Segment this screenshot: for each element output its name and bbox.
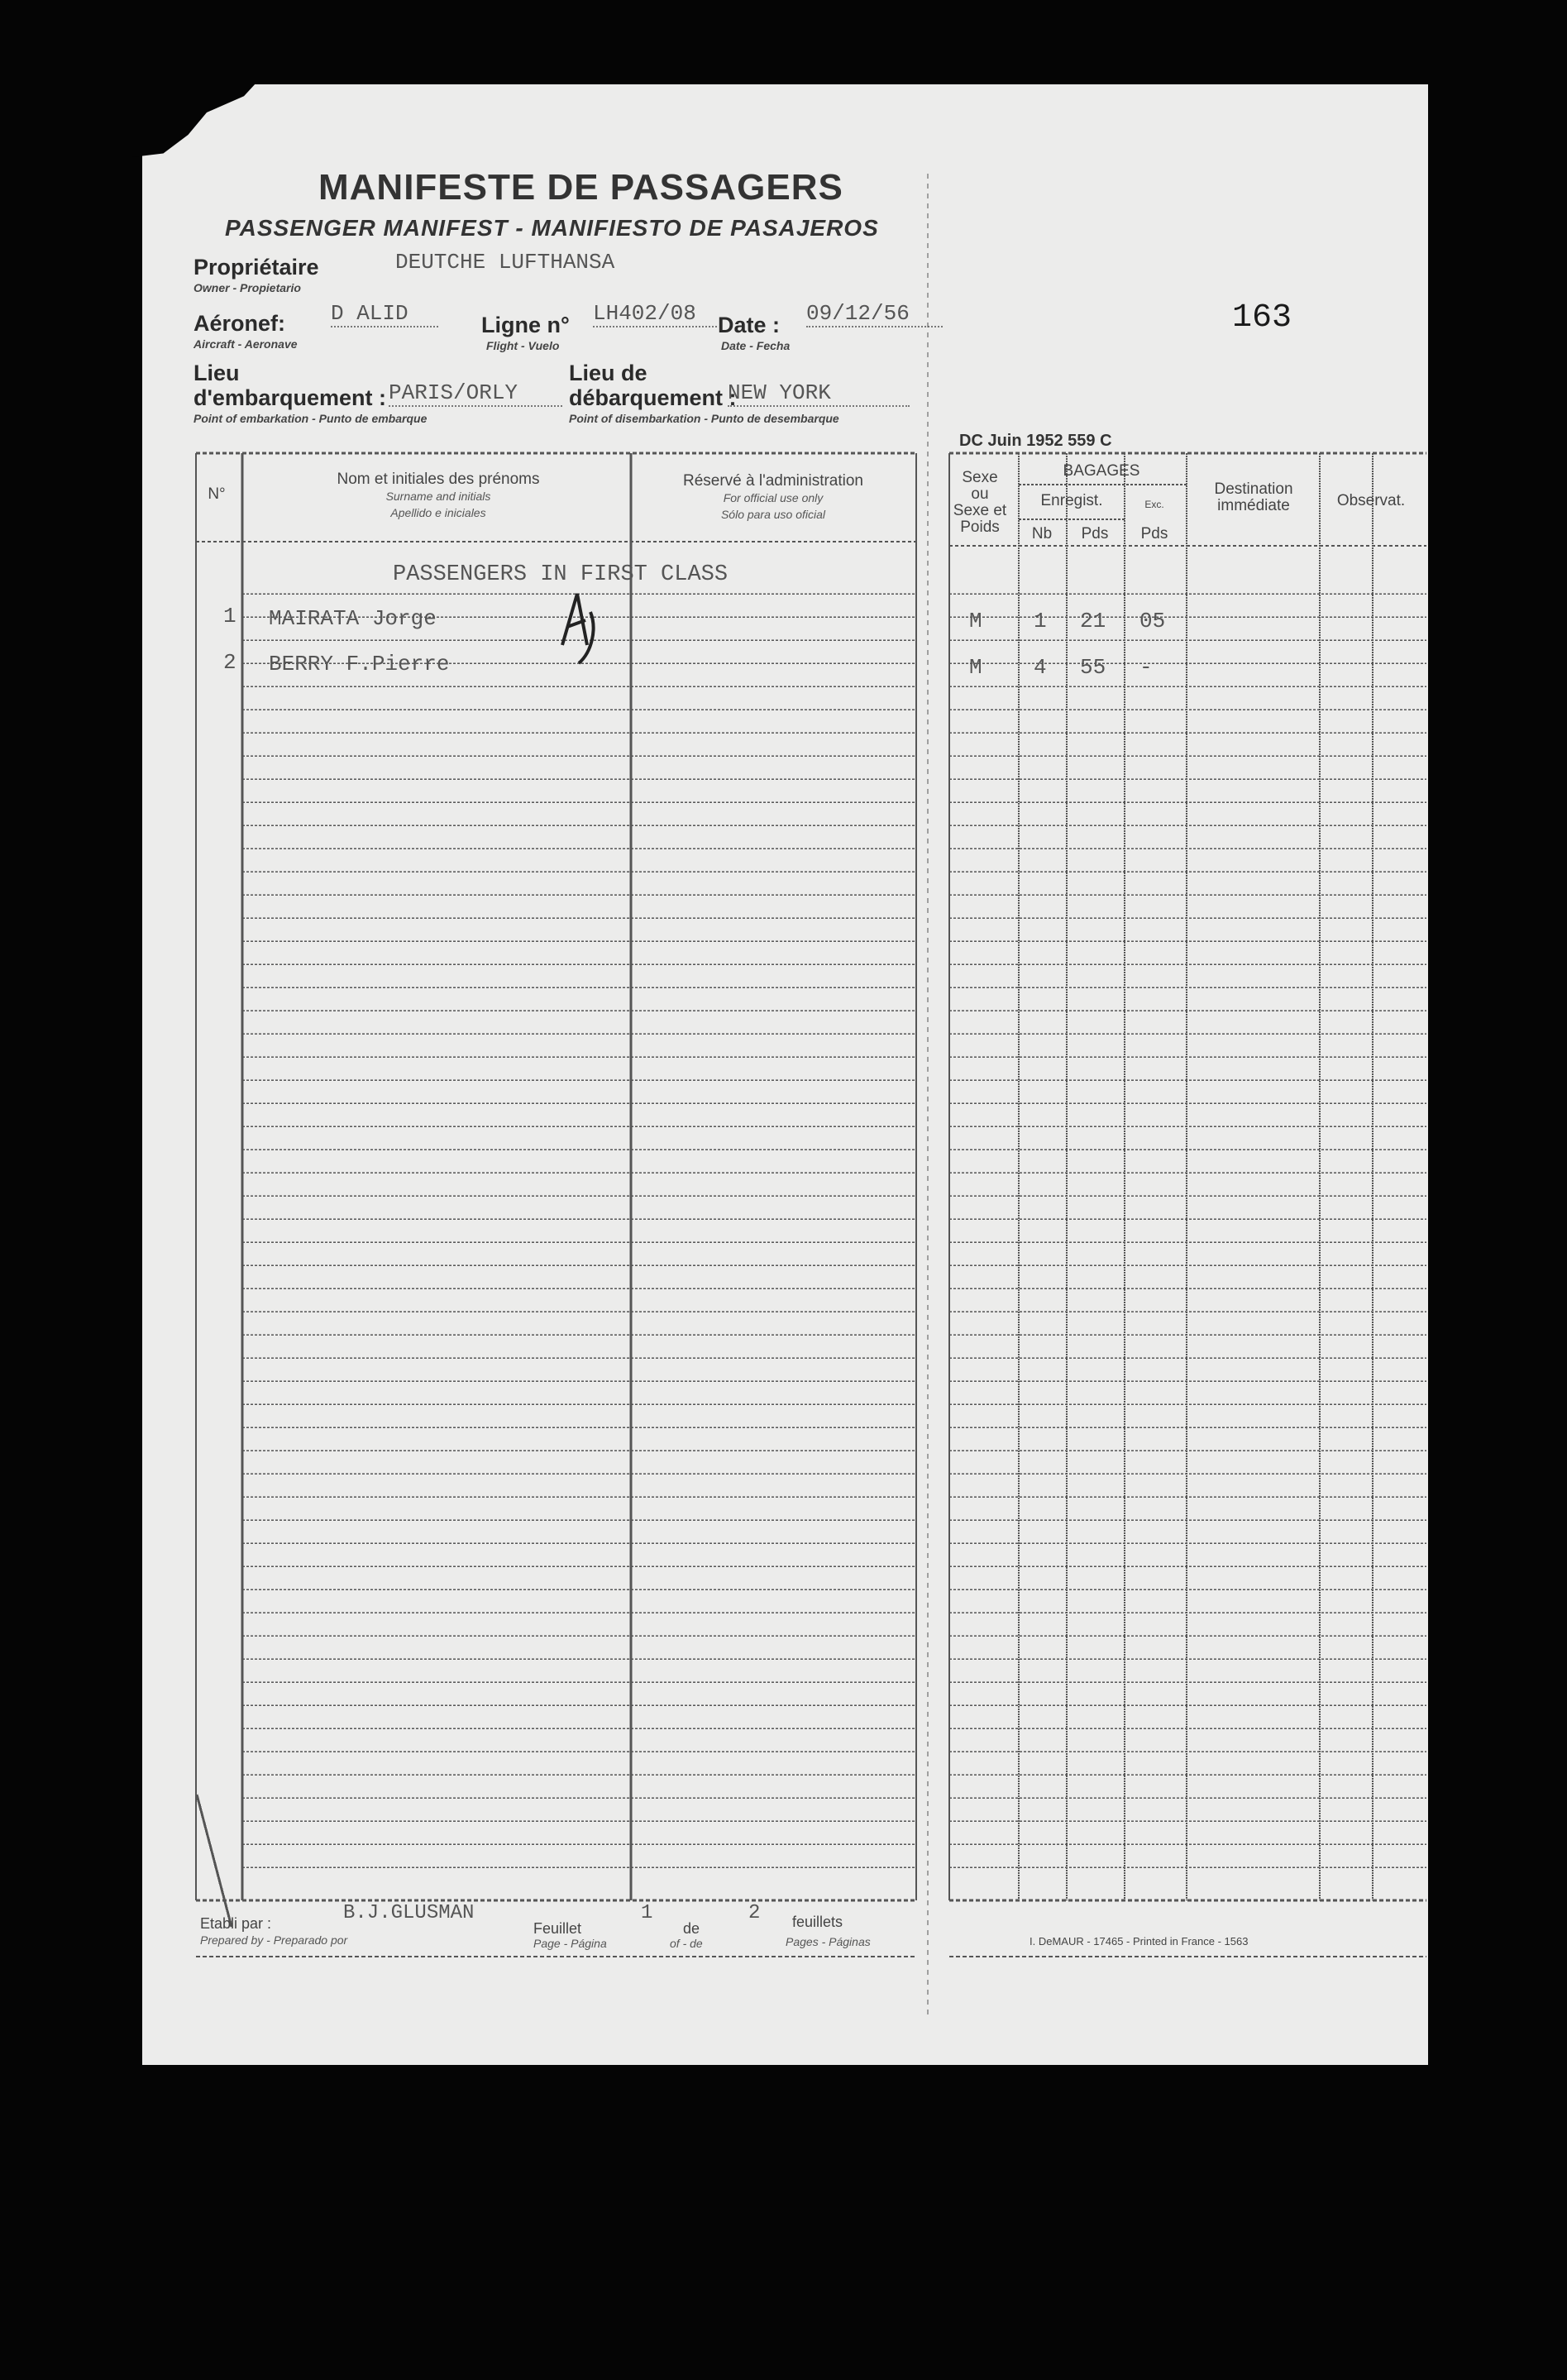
header-sex-4: Poids — [960, 519, 1000, 536]
passenger-1-sex: M — [969, 609, 982, 633]
owner-sub: Owner - Propietario — [193, 281, 301, 294]
owner-value: DEUTCHE LUFTHANSA — [395, 250, 615, 275]
header-destination-1: Destination — [1214, 480, 1293, 498]
passenger-2-no: 2 — [223, 650, 236, 675]
flight-label: Ligne n° — [481, 313, 570, 337]
header-nb: Nb — [1031, 525, 1053, 542]
header-pds-excess: Pds — [1140, 525, 1168, 542]
header-name-fr: Nom et initiales des prénoms — [337, 471, 540, 488]
manifest-title: MANIFESTE DE PASSAGERS — [318, 167, 843, 208]
sheet-label: Feuillet — [533, 1920, 582, 1937]
embark-value: PARIS/ORLY — [389, 380, 562, 407]
passenger-2-excess: - — [1139, 655, 1153, 680]
disembark-label-2: débarquement : — [569, 385, 737, 410]
header-excess: Exc. — [1144, 499, 1164, 510]
printer-line: I. DeMAUR - 17465 - Printed in France - 1563 — [1030, 1935, 1249, 1947]
of-sub: of - de — [670, 1937, 703, 1950]
sheets-sub: Pages - Páginas — [786, 1935, 871, 1948]
section-label: PASSENGERS IN FIRST CLASS — [393, 562, 729, 587]
date-label: Date : — [718, 313, 781, 337]
disembark-label-1: Lieu de — [569, 361, 647, 385]
passenger-1-nb: 1 — [1034, 609, 1047, 633]
header-name-es: Apellido e iniciales — [390, 506, 486, 519]
passenger-2-nb: 4 — [1034, 655, 1047, 680]
aircraft-sub: Aircraft - Aeronave — [193, 337, 298, 351]
flight-sub: Flight - Vuelo — [486, 339, 560, 352]
header-destination — [1189, 481, 1318, 514]
embark-sub: Point of embarkation - Punto de embarque — [193, 412, 428, 425]
page-number: 163 — [1232, 299, 1292, 337]
sheet-sub: Page - Página — [533, 1937, 607, 1950]
header-registered: Enregist. — [1040, 492, 1103, 509]
of-label: de — [683, 1920, 700, 1937]
date-value: 09/12/56 — [806, 301, 943, 327]
sheet-value: 1 — [641, 1902, 653, 1924]
of-value: 2 — [748, 1902, 761, 1924]
prepared-sub: Prepared by - Preparado por — [200, 1933, 348, 1947]
header-baggage: BAGAGES — [1063, 462, 1140, 480]
passenger-1-name: MAIRATA Jorge — [269, 606, 437, 631]
header-name-en: Surname and initials — [385, 490, 491, 503]
header-sex-1: Sexe — [962, 469, 998, 486]
form-code: DC Juin 1952 559 C — [959, 432, 1112, 450]
disembark-value: NEW YORK — [728, 380, 910, 407]
header-reserved-en: For official use only — [723, 491, 824, 504]
embark-label-1: Lieu — [193, 361, 240, 385]
header-obs: Observat. — [1336, 492, 1406, 509]
handwritten-mark-icon — [554, 587, 604, 670]
sheets-label: feuillets — [792, 1914, 843, 1930]
prepared-label: Etabli par : — [200, 1915, 272, 1932]
header-reserved — [637, 473, 910, 523]
passenger-2-name: BERRY F.Pierre — [269, 652, 450, 676]
header-pds: Pds — [1081, 525, 1109, 542]
owner-label: Propriétaire — [193, 255, 319, 280]
flight-value: LH402/08 — [593, 301, 717, 327]
aircraft-label: Aéronef: — [193, 311, 286, 336]
passenger-2-pds: 55 — [1080, 655, 1106, 680]
header-sex-2: ou — [971, 485, 989, 503]
passenger-1-pds: 21 — [1080, 609, 1106, 633]
disembark-sub: Point of disembarkation - Punto de desembarque — [569, 412, 839, 425]
grid-line — [197, 1795, 232, 1927]
header-sex-3: Sexe et — [953, 502, 1007, 519]
header-reserved-fr: Réservé à l'administration — [683, 472, 863, 490]
header-no: N° — [208, 485, 226, 503]
passenger-1-no: 1 — [223, 604, 236, 628]
manifest-subtitle: PASSENGER MANIFEST - MANIFIESTO DE PASAJEROS — [225, 215, 879, 241]
header-destination-2: immédiate — [1217, 497, 1290, 514]
header-name — [248, 471, 628, 521]
date-sub: Date - Fecha — [721, 339, 791, 352]
header-reserved-es: Sólo para uso oficial — [720, 508, 826, 521]
embark-label-2: d'embarquement : — [193, 385, 386, 410]
prepared-value: B.J.GLUSMAN — [343, 1902, 475, 1924]
passenger-1-excess: 05 — [1139, 609, 1166, 633]
header-sex — [947, 470, 1013, 536]
aircraft-value: D ALID — [331, 301, 438, 327]
passenger-2-sex: M — [969, 655, 982, 680]
